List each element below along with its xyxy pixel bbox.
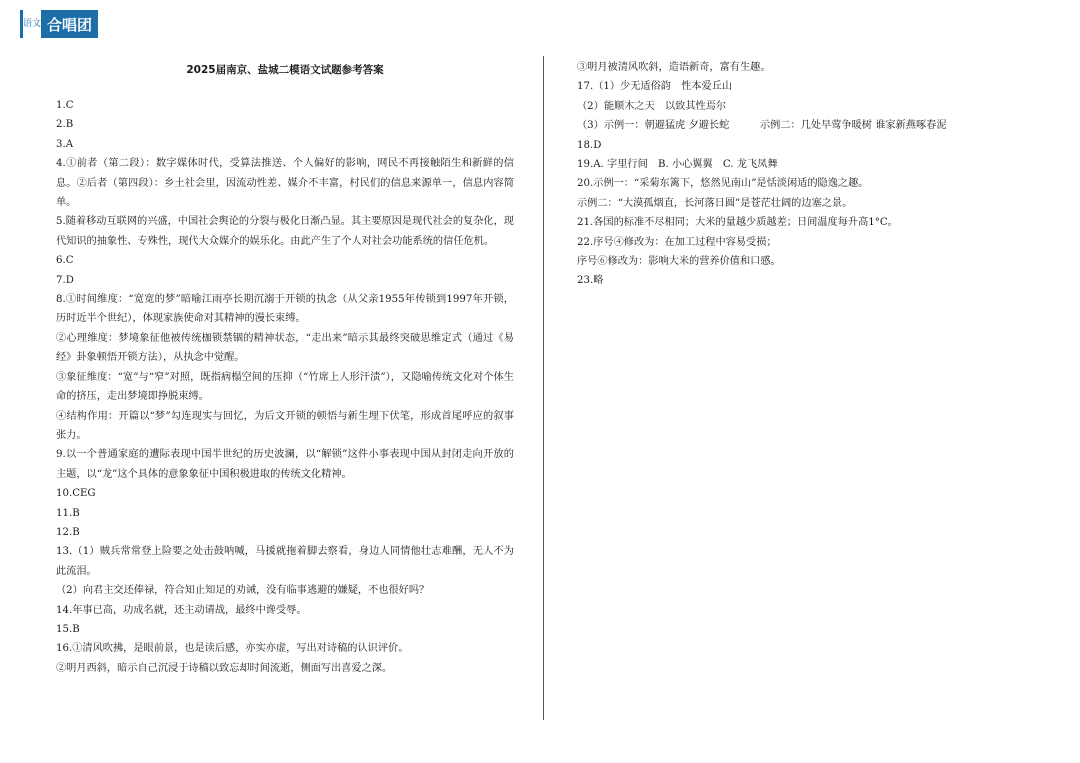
logo-name: 合唱团 <box>41 10 98 38</box>
answer-8-part3: ③象征维度：“宽”与“窄”对照，既指病榻空间的压抑（“竹席上人形汗渍”），又隐喻传统文化对个体生命的挤压，走出梦境即挣脱束缚。 <box>56 371 514 403</box>
answer-21: 21.各国的标准不尽相同；大米的量越少质越差；日间温度每升高1°C。 <box>577 217 898 229</box>
answer-8-part2: ②心理维度：梦境象征他被传统枷锁禁锢的精神状态，“走出来”暗示其最终突破思维定式（通过《易经》卦象顿悟开锁方法），从执念中觉醒。 <box>56 332 514 364</box>
answer-6: 6.C <box>56 255 74 267</box>
answer-10: 10.CEG <box>56 488 96 500</box>
answer-19: 19.A. 字里行间 B. 小心翼翼 C. 龙飞凤舞 <box>577 159 778 171</box>
answer-20-example1: 20.示例一：“采菊东篱下，悠然见南山”是恬淡闲适的隐逸之趣。 <box>577 178 869 190</box>
answer-2: 2.B <box>56 119 74 131</box>
answer-15: 15.B <box>56 623 80 635</box>
answer-9: 9.以一个普通家庭的遭际表现中国半世纪的历史波澜，以“解锁”这件小事表现中国从封闭走向开放的主题，以“龙”这个具体的意象象征中国积极进取的传统文化精神。 <box>56 449 514 480</box>
answer-16-part3: ③明月被清风吹斜，造语新奇，富有生趣。 <box>577 62 771 73</box>
answer-1: 1.C <box>56 100 74 111</box>
logo-small-text: 语文 <box>20 10 41 38</box>
answer-12: 12.B <box>56 526 80 538</box>
column-divider <box>543 56 544 720</box>
answer-17-part1: 17.（1）少无适俗韵 性本爱丘山 <box>577 81 733 93</box>
answer-8-part4: ④结构作用：开篇以“梦”勾连现实与回忆，为后文开锁的顿悟与新生埋下伏笔，形成首尾呼应的叙事张力。 <box>56 410 514 441</box>
answer-17-part2: （2）能顺木之天 以致其性焉尔 <box>577 100 727 112</box>
answer-4: 4.①前者（第二段）：数字媒体时代，受算法推送、个人偏好的影响，网民不再接触陌生和新鲜的信息。②后者（第四段）：乡土社会里，因流动性差、媒介不丰富，村民们的信息来源单一，信息内容简单。 <box>56 158 514 209</box>
answer-22-part1: 22.序号④修改为：在加工过程中容易受损； <box>577 236 777 248</box>
answer-13-part1: 13.（1）贼兵常常登上险要之处击鼓呐喊，马援就拖着脚去察看，身边人同情他壮志难酬，无人不为此流泪。 <box>56 546 514 577</box>
answer-16-part1: 16.①清风吹拂，是眼前景，也是读后感，亦实亦虚，写出对诗稿的认识评价。 <box>56 643 409 655</box>
answer-5: 5.随着移动互联网的兴盛，中国社会舆论的分裂与极化日渐凸显。其主要原因是现代社会的复杂化，现代知识的抽象性、专殊性，现代大众媒介的娱乐化。由此产生了个人对社会功能系统的信任危机。 <box>56 216 514 247</box>
answer-16-part2: ②明月西斜，暗示自己沉浸于诗稿以致忘却时间流逝，侧面写出喜爱之深。 <box>56 662 393 674</box>
answer-14: 14.年事已高，功成名就，还主动请战，最终中谗受辱。 <box>56 604 307 616</box>
answer-20-example2: 示例二：“大漠孤烟直，长河落日圆”是苍茫壮阔的边塞之景。 <box>577 197 853 209</box>
publisher-logo <box>20 10 98 38</box>
page-title: 2025届南京、盐城二模语文试题参考答案 <box>186 64 384 76</box>
answer-17-part3: （3）示例一：朝避猛虎 夕避长蛇 示例二：几处早莺争暖树 谁家新燕啄春泥 <box>577 120 947 132</box>
answer-22-part2: 序号⑥修改为：影响大米的营养价值和口感。 <box>577 256 781 268</box>
answer-8-part1: 8.①时间维度：“宽宽的梦”暗喻江雨亭长期沉溺于开锁的执念（从父亲1955年传锁到1997年开锁，历时近半个世纪），体现家族使命对其精神的漫长束缚。 <box>56 294 514 325</box>
answer-7: 7.D <box>56 274 74 286</box>
answer-13-part2: （2）向君主交还俸禄，符合知止知足的劝诫，没有临事逃避的嫌疑，不也很好吗？ <box>56 585 430 597</box>
answer-23: 23.略 <box>577 275 604 287</box>
answer-3: 3.A <box>56 138 74 150</box>
answer-column-left <box>56 96 514 678</box>
answer-column-right <box>577 58 1007 291</box>
answer-18: 18.D <box>577 139 602 151</box>
answer-11: 11.B <box>56 507 80 519</box>
